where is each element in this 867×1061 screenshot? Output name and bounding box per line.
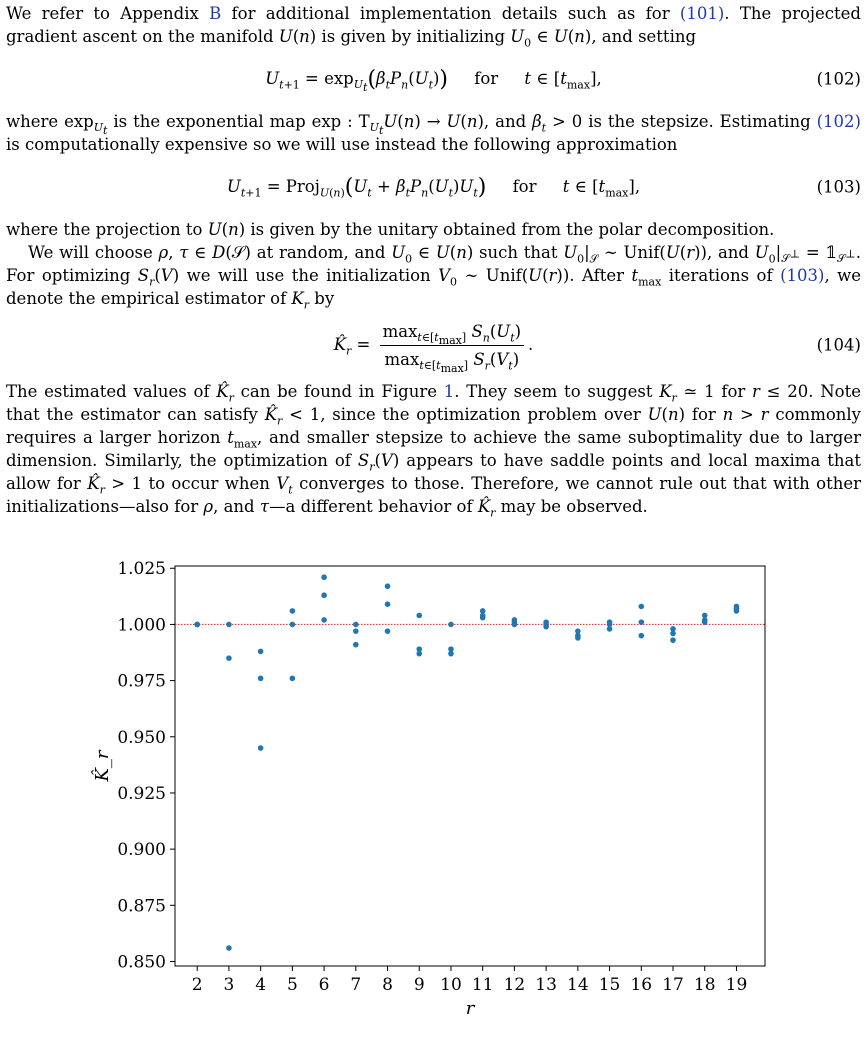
x-tick-label: 9 <box>413 975 425 995</box>
equation-link-102[interactable]: (102) <box>816 112 861 131</box>
x-tick-label: 17 <box>662 975 684 995</box>
x-tick-label: 8 <box>382 975 393 995</box>
x-tick-label: 5 <box>286 975 298 995</box>
data-point <box>226 945 232 951</box>
y-tick-label: 0.900 <box>117 840 166 861</box>
y-tick-label: 0.925 <box>117 783 166 804</box>
data-point <box>575 635 581 641</box>
equation-link-103[interactable]: (103) <box>780 266 825 285</box>
data-point <box>258 745 264 751</box>
x-tick-label: 12 <box>503 975 526 995</box>
data-point <box>385 601 391 607</box>
scatter-chart <box>80 558 780 1018</box>
equation-102: $U_{t+1} = \exp_{U_t}(\beta_tP_n(U_t))$ for t ∈ $[t_{max}]$, (102) <box>265 67 861 95</box>
data-point <box>638 619 644 625</box>
data-point <box>290 608 296 614</box>
data-point <box>321 574 327 580</box>
data-point <box>607 626 613 632</box>
figure-1 <box>80 558 780 1018</box>
data-point <box>290 622 296 628</box>
data-point <box>226 622 232 628</box>
paragraph-4: We will choose ρ, τ ∈ D(𝒮) at random, and $U_0$ ∈ U(n) such that $U_0|_𝒮$ ∼ Unif(U(r)), and $U_0|_{𝒮^\perp}$ = $𝟙_{𝒮^\perp}$. For optimizing $S_r(V)$ we will use the initialization $V_0$ ∼ Unif(U(r)). After $t_{max}$ iterations of (103), we denote the empirical estimator of $K_r$ by <box>6 243 862 312</box>
data-point <box>353 622 359 628</box>
data-point <box>194 622 200 628</box>
y-axis-label: K̂_r <box>92 750 113 782</box>
x-tick-label: 16 <box>630 975 653 995</box>
data-point <box>543 624 549 630</box>
x-tick-label: 15 <box>598 975 621 995</box>
paragraph-1: We refer to Appendix B for additional implementation details such as for (101). The projected gradient ascent on the manifold U(n) is given by initializing $U_0$ ∈ U(n), and setting <box>6 4 861 50</box>
data-point <box>416 613 422 619</box>
equation-number: (104) <box>816 335 861 355</box>
x-tick-label: 18 <box>693 975 716 995</box>
equation-103: $U_{t+1}$ = $Proj_{U(n)}(U_t + \beta_tP_n(U_t)U_t)$ for t ∈ $[t_{max}]$, (103) <box>226 175 861 200</box>
x-tick-label: 11 <box>471 975 494 995</box>
y-tick-label: 0.975 <box>117 671 166 692</box>
y-tick-label: 1.025 <box>117 559 166 580</box>
x-tick-label: 3 <box>223 975 235 995</box>
plot-frame <box>175 566 765 966</box>
equation-number: (103) <box>816 177 861 197</box>
data-point <box>226 655 232 661</box>
equation-104: $K̂_r$ = $\frac{\max_{t\in[t_{max}]} S_n(U_t)}{\max_{t\in[t_{max}]} S_r(V_t)}$ . (104) <box>333 321 861 375</box>
data-point <box>385 583 391 589</box>
data-point <box>734 608 740 614</box>
x-axis-label: r <box>465 998 475 1018</box>
equation-link-101[interactable]: (101) <box>679 4 725 23</box>
y-tick-label: 0.875 <box>117 896 166 917</box>
data-point <box>448 651 454 657</box>
x-tick-label: 2 <box>191 975 203 995</box>
data-point <box>353 628 359 634</box>
equation-number: (102) <box>816 69 861 89</box>
x-tick-label: 14 <box>567 975 589 995</box>
paragraph-3: where the projection to U(n) is given by the unitary obtained from the polar decomposition. <box>6 220 775 239</box>
data-point <box>638 604 644 610</box>
data-point <box>670 637 676 643</box>
data-point <box>670 631 676 637</box>
data-point <box>416 651 422 657</box>
data-point <box>258 649 264 655</box>
y-tick-label: 0.850 <box>117 952 166 973</box>
data-point <box>321 617 327 623</box>
data-point <box>258 676 264 682</box>
data-point <box>290 676 296 682</box>
x-tick-label: 7 <box>350 975 362 995</box>
paragraph-5: The estimated values of $K̂_r$ can be found in Figure 1. They seem to suggest $K_r$ ≃ 1 for r ≤ 20. Note that the estimator can satisfy $K̂_r < 1$, since the optimization problem over U(n) for n > r commonly requires a larger horizon $t_{max}$, and smaller stepsize to achieve the same suboptimality due to larger dimension. Similarly, the optimization of $S_r(V)$ appears to have saddle points and local maxima that allow for $K̂_r > 1$ to occur when $V_t$ converges to those. Therefore, we cannot rule out that with other initializations—also for ρ, and τ—a different behavior of $K̂_r$ may be observed. <box>6 382 862 520</box>
x-tick-label: 10 <box>440 975 462 995</box>
data-point <box>353 642 359 648</box>
data-point <box>321 592 327 598</box>
data-point <box>448 622 454 628</box>
data-point <box>702 619 708 625</box>
data-point <box>512 622 518 628</box>
data-point <box>385 628 391 634</box>
x-tick-label: 4 <box>255 975 267 995</box>
appendix-link[interactable]: B <box>209 4 222 23</box>
x-tick-label: 6 <box>318 975 330 995</box>
paper-page <box>6 0 861 518</box>
y-tick-label: 1.000 <box>117 615 166 636</box>
y-tick-label: 0.950 <box>117 727 166 748</box>
data-point <box>480 615 486 621</box>
x-tick-label: 19 <box>725 975 748 995</box>
figure-link[interactable]: 1 <box>443 382 455 401</box>
x-tick-label: 13 <box>535 975 557 995</box>
data-point <box>638 633 644 639</box>
paragraph-2: where $\exp_{U_t}$ is the exponential map exp : $T_{U_t}U(n) \to U(n)$, and $\beta_t > 0$ is the stepsize. Estimating (102) is computationally expensive so we will use instead the following approximation <box>6 112 861 154</box>
